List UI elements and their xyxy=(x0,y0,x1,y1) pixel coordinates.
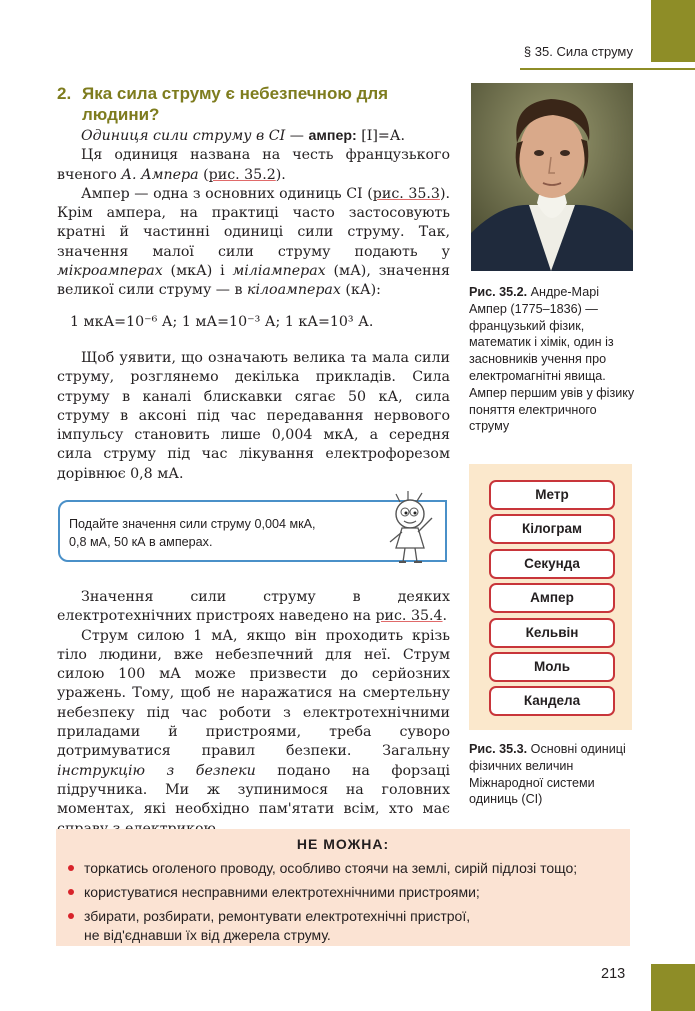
si-unit-second: Секунда xyxy=(489,549,615,579)
body-text-3 xyxy=(57,588,450,839)
body-text-2 xyxy=(57,349,450,484)
paragraph-devices: Значення сили струму в деяких електротехнічних пристроях наведено на рис. 35.4. xyxy=(57,589,450,625)
cartoon-character-icon xyxy=(380,488,444,568)
warning-item-3: збирати, розбирати, ремонтувати електротехнічні пристрої, xyxy=(84,908,471,924)
figure-35-2-caption: Рис. 35.2. Андре-Марі Ампер (1775–1836) — французький фізик, математик і хімік, один із засновників учення про електромагнітні явища. Ампер першим увів у фізику поняття електричного струму xyxy=(469,285,635,434)
figure-35-3-caption: Рис. 35.3. Основні одиниці фізичних величин Міжнародної системи одиниць (СІ) xyxy=(469,742,626,807)
warning-item-2: користуватися несправними електротехнічними пристроями; xyxy=(84,884,480,900)
task-text: Подайте значення сили струму 0,004 мкА, 0,8 мА, 50 кА в амперах. xyxy=(69,517,316,549)
si-unit-metre: Метр xyxy=(489,480,615,510)
si-unit-kelvin: Кельвін xyxy=(489,618,615,648)
si-unit-ampere: Ампер xyxy=(489,583,615,613)
paragraph-named-after: Ця одиниця названа на честь французького вченого А. Ампера (рис. 35.2). xyxy=(57,147,450,183)
unit-formula: 1 мкА=10⁻⁶ А; 1 мА=10⁻³ А; 1 кА=10³ А. xyxy=(70,314,374,330)
running-header: § 35. Сила струму xyxy=(523,44,633,59)
header-corner-tab xyxy=(651,0,695,62)
figure-ref-35-4[interactable]: рис. 35.4 xyxy=(375,608,443,625)
section-number: 2. xyxy=(57,84,72,103)
warning-item-1: торкатись оголеного проводу, особливо стоячи на землі, сирій підлозі тощо; xyxy=(84,860,578,876)
header-rule xyxy=(520,68,695,70)
warning-bullet-3 xyxy=(68,913,74,919)
si-unit-candela: Кандела xyxy=(489,686,615,716)
si-unit-kilogram: Кілограм xyxy=(489,514,615,544)
paragraph-safety: Струм силою 1 мА, якщо він проходить крізь тіло людини, вже небезпечний для неї. Струм силою 100 мА може призвести до серйозних уражень. Тому, щоб не наражатися на смертельну небезпеку під час роботи з електротехнічними приладами й пристроями, треба суворо дотримуватися правил безпеки. Загальну інструкцію з безпеки подано на форзаці підручника. Ми ж зупинимося на головних моментах, які необхідно пам'ятати всім, хто має xyxy=(57,627,450,818)
portrait-image xyxy=(471,83,633,271)
page-number: 213 xyxy=(601,966,626,982)
warning-bullet-2 xyxy=(68,889,74,895)
warning-bullet-1 xyxy=(68,865,74,871)
si-unit-mole: Моль xyxy=(489,652,615,682)
figure-ref-35-2[interactable]: рис. 35.2 xyxy=(208,166,276,183)
section-title: Яка сила струму є небезпечною для людини? xyxy=(82,84,389,124)
paragraph-ampere-si: Ампер — одна з основних одиниць СІ (рис. 35.3). Крім ампера, на практиці часто застосовують кратні й частинні одиниці сили струму. Так, значення малої сили струму подають у мікроамперах (мкА) і міліамперах (мА), значення великої сили струму — в кілоамперах (кА): xyxy=(57,185,450,299)
ampere-portrait xyxy=(471,83,633,271)
footer-corner-tab xyxy=(651,964,695,1011)
body-text-1 xyxy=(57,127,450,301)
warning-title: НЕ МОЖНА: xyxy=(296,836,390,852)
warning-item-3-cont: не від'єднавши їх від джерела струму. xyxy=(84,927,331,943)
figure-ref-35-3[interactable]: рис. 35.3 xyxy=(372,185,440,202)
paragraph-definition: Одиниця сили струму в СІ — ампер: [I]=А. xyxy=(81,128,406,144)
paragraph-examples: Щоб уявити, що означають велика та мала сили струму, розглянемо декілька прикладів. Сила струму в каналі блискавки сягає 50 кА, сила струму в аксоні під час передавання нервового імпульсу становить лише 0,004 мкА, а середня сила струму під час лікування електрофорезом дорівнює 0,8 мА. xyxy=(57,350,450,482)
